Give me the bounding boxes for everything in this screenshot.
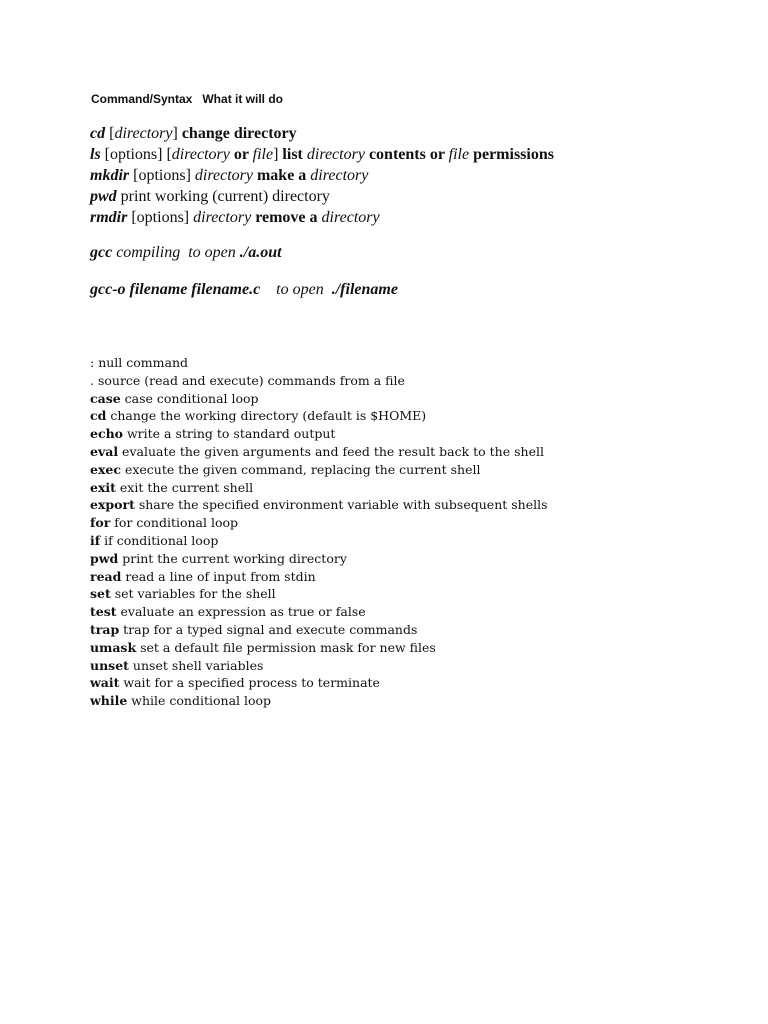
description-text: while conditional loop [127, 693, 272, 709]
description-text: read a line of input from stdin [121, 568, 316, 584]
command-name: eval [90, 443, 119, 459]
argument-text: directory [321, 209, 380, 226]
command-name: read [90, 568, 122, 584]
description-text: set variables for the shell [110, 586, 276, 602]
description-text: permissions [469, 146, 554, 163]
command-name: trap [90, 621, 120, 637]
command-name: pwd [90, 550, 119, 566]
list-item [90, 443, 548, 461]
list-item [90, 550, 548, 568]
description-text: list [278, 146, 307, 163]
command-name: export [90, 497, 135, 513]
header-col-description: What it will do [202, 92, 284, 106]
cd-line [90, 123, 554, 144]
list-item [90, 657, 548, 675]
description-text: compiling to open [112, 244, 240, 261]
gcc-compile-line [90, 244, 282, 262]
header-col-command: Command/Syntax [91, 92, 193, 106]
description-text: null command [94, 355, 188, 370]
list-item [90, 514, 548, 532]
description-text: if conditional loop [100, 532, 219, 548]
command-name: rmdir [90, 209, 128, 226]
output-file: ./a.out [239, 244, 282, 261]
description-text: set a default file permission mask for new files [136, 639, 436, 655]
description-text: source (read and execute) commands from a file [93, 372, 405, 388]
list-item [90, 425, 548, 443]
argument-text: directory [171, 146, 230, 163]
description-text: contents or [364, 146, 449, 163]
list-item [90, 532, 548, 550]
command-name: . [90, 372, 94, 388]
list-item [90, 568, 548, 586]
gcc-output-line [90, 281, 398, 299]
list-item [90, 585, 548, 603]
output-file: ./filename [331, 281, 398, 298]
command-name: ls [90, 146, 101, 163]
list-item [90, 479, 548, 497]
bracket-text: [ [105, 125, 115, 142]
pwd-line [90, 186, 554, 207]
list-item [90, 674, 548, 692]
description-text: unset shell variables [128, 657, 264, 673]
builtin-commands-list [90, 354, 548, 710]
command-name: pwd [90, 188, 117, 205]
list-item [90, 621, 548, 639]
command-name: mkdir [90, 167, 130, 184]
description-text: print the current working directory [118, 550, 347, 566]
argument-text: directory [306, 146, 365, 163]
description-text: exit the current shell [115, 479, 254, 495]
basic-commands [90, 123, 554, 228]
description-text: trap for a typed signal and execute commands [119, 621, 418, 637]
argument-text: directory [310, 167, 369, 184]
options-text: [options] [129, 167, 195, 184]
list-item [90, 390, 548, 408]
rmdir-line [90, 207, 554, 228]
description-text: write a string to standard output [123, 426, 336, 442]
command-name: echo [90, 426, 123, 442]
mkdir-line [90, 165, 554, 186]
description-text: to open [260, 281, 332, 298]
list-item [90, 354, 548, 372]
description-text: change the working directory (default is $HOME) [106, 408, 427, 424]
column-header [91, 92, 283, 106]
list-item [90, 461, 548, 479]
argument-text: directory [194, 167, 253, 184]
description-text: make a [252, 167, 311, 184]
command-name: for [90, 515, 111, 531]
connector-text: or [229, 146, 253, 163]
command-name: exit [90, 479, 116, 495]
options-text: [options] [127, 209, 194, 226]
description-text: evaluate an expression as true or false [116, 604, 366, 620]
list-item [90, 692, 548, 710]
command-name: : [90, 355, 95, 370]
command-name: if [90, 532, 101, 548]
command-name: gcc [90, 244, 113, 261]
description-text: case conditional loop [120, 390, 259, 406]
description-text: for conditional loop [110, 515, 239, 531]
argument-text: directory [193, 209, 252, 226]
argument-text: file [252, 146, 274, 163]
list-item [90, 639, 548, 657]
command-name: unset [90, 657, 129, 673]
ls-line [90, 144, 554, 165]
argument-text: directory [114, 125, 173, 142]
command-name: exec [90, 461, 121, 477]
command-name: while [90, 693, 128, 709]
options-text: [options] [ [100, 146, 172, 163]
command-name: gcc-o filename filename.c [90, 281, 261, 298]
description-text: print working (current) directory [116, 188, 330, 205]
description-text: wait for a specified process to terminate [119, 675, 380, 691]
description-text: remove a [251, 209, 322, 226]
command-name: umask [90, 639, 137, 655]
command-name: set [90, 586, 111, 602]
description-text: evaluate the given arguments and feed the result back to the shell [118, 443, 544, 459]
command-name: wait [90, 675, 120, 691]
list-item [90, 603, 548, 621]
list-item [90, 372, 548, 390]
description-text: share the specified environment variable with subsequent shells [134, 497, 548, 513]
argument-text: file [448, 146, 470, 163]
description-text: change directory [177, 125, 297, 142]
command-name: case [90, 390, 121, 406]
list-item [90, 407, 548, 425]
command-name: cd [90, 125, 106, 142]
command-name: cd [90, 408, 107, 424]
bracket-text: ] [273, 146, 279, 163]
description-text: execute the given command, replacing the current shell [120, 461, 481, 477]
list-item [90, 496, 548, 514]
bracket-text: ] [172, 125, 178, 142]
command-name: test [90, 604, 117, 620]
